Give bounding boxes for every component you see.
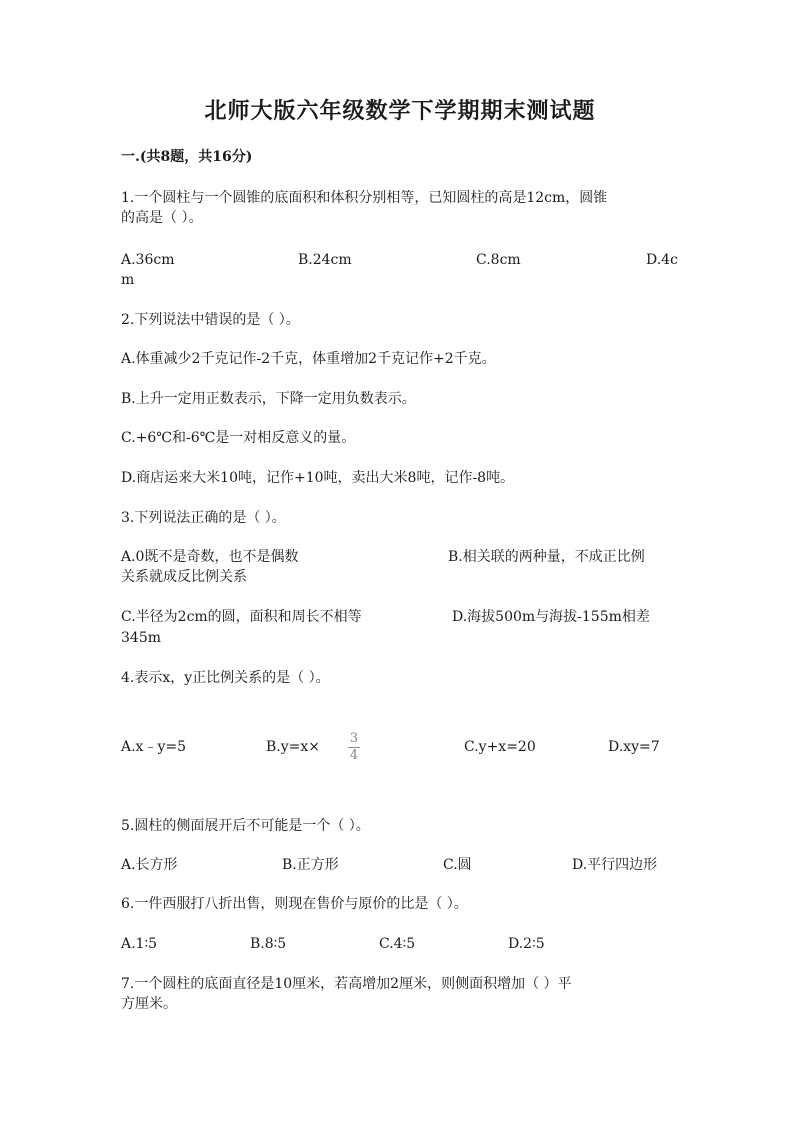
question-4-option-d: D.xy=7 [608,739,660,755]
question-7-stem-line1: 7.一个圆柱的底面直径是10厘米，若高增加2厘米，则侧面积增加（ ）平 [121,976,572,992]
question-4-fraction [344,732,364,763]
question-3-option-b-wrap: 关系就成反比例关系 [121,569,247,585]
question-4-stem: 4.表示x，y正比例关系的是（ ）。 [121,670,330,686]
question-5-stem: 5.圆柱的侧面展开后不可能是一个（ ）。 [121,818,370,834]
question-2-option-c: C.+6℃和-6℃是一对相反意义的量。 [121,430,356,446]
question-3-option-d: D.海拔500m与海拔-155m相差 [452,609,650,625]
question-1-option-a: A.36cm [121,252,175,268]
question-7-stem-line2: 方厘米。 [121,996,177,1012]
section-heading: 一.(共8题，共16分) [121,149,253,165]
question-4-option-a: A.x﹣y=5 [121,739,187,755]
question-2-option-b: B.上升一定用正数表示，下降一定用负数表示。 [121,391,416,407]
question-2-option-d: D.商店运来大米10吨，记作+10吨，卖出大米8吨，记作-8吨。 [121,470,515,486]
question-1-option-c: C.8cm [476,252,521,268]
question-3-option-c: C.半径为2cm的圆，面积和周长不相等 [121,609,362,625]
question-6-option-b: B.8∶5 [250,936,287,952]
question-6-option-a: A.1∶5 [121,936,158,952]
question-6-option-d: D.2∶5 [508,936,545,952]
question-4-option-c: C.y+x=20 [464,739,536,755]
question-1-option-d: D.4c [646,252,678,268]
question-3-option-d-wrap: 345m [121,630,161,646]
question-1-stem-line2: 的高是（ ）。 [121,210,203,226]
question-3-stem: 3.下列说法正确的是（ ）。 [121,510,286,526]
question-1-option-b: B.24cm [298,252,352,268]
question-1-stem-line1: 1.一个圆柱与一个圆锥的底面积和体积分别相等，已知圆柱的高是12cm，圆锥 [121,190,608,206]
question-2-option-a: A.体重减少2千克记作-2千克，体重增加2千克记作+2千克。 [121,351,496,367]
question-5-option-a: A.长方形 [121,857,178,873]
fraction-numerator: 3 [349,731,359,746]
question-1-option-d-wrap: m [121,272,135,288]
page-title: 北师大版六年级数学下学期期末测试题 [204,98,596,124]
question-3-option-b: B.相关联的两种量，不成正比例 [448,549,645,565]
question-6-option-c: C.4∶5 [379,936,416,952]
fraction-denominator: 4 [349,748,359,763]
question-5-option-d: D.平行四边形 [572,857,658,873]
question-4-option-b: B.y=x× [266,739,321,755]
question-6-stem: 6.一件西服打八折出售，则现在售价与原价的比是（ ）。 [121,896,468,912]
question-2-stem: 2.下列说法中错误的是（ ）。 [121,312,300,328]
question-5-option-c: C.圆 [443,857,472,873]
question-3-option-a: A.0既不是奇数，也不是偶数 [121,549,299,565]
question-5-option-b: B.正方形 [282,857,339,873]
